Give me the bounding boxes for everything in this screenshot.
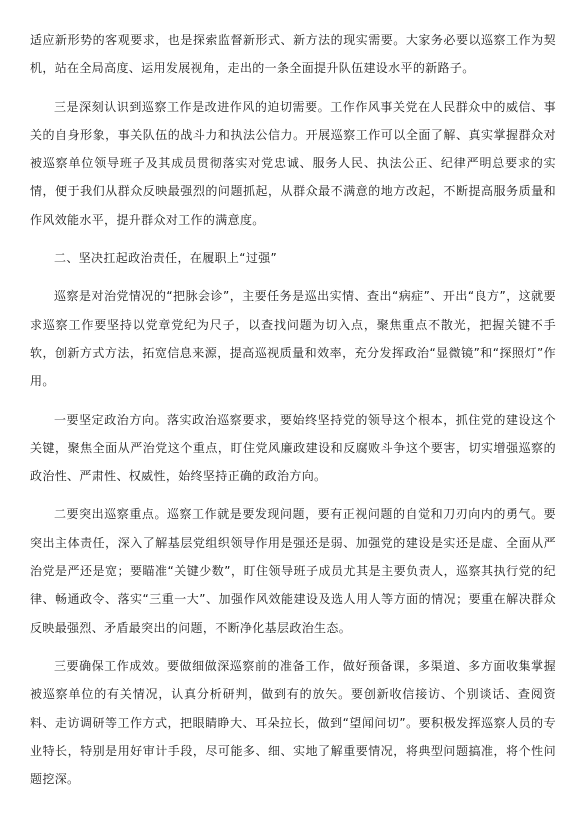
paragraph-work-effectiveness: 三要确保工作成效。要做细做深巡察前的准备工作，做好预备课，多渠道、多方面收集掌握被巡察单位的有关情况，认真分析研判，做到有的放矢。要创新收信接访、个别谈话、查阅资料、走访调研等工作方式，把眼睛睁大、耳朵拉长，做到“望闻问切”。要积极发挥巡察人员的专业特长，特别是用好审计手段，尽可能多、细、实地了解重要情况，将典型问题搞准，将个性问题挖深。: [30, 658, 556, 787]
section-heading: 二、坚决扛起政治责任，在履职上“过强”: [54, 251, 278, 266]
paragraph-continuation: 适应新形势的客观要求，也是探索监督新形式、新方法的现实需要。大家务必要以巡察工作为契机，站在全局高度、运用发展视角，走出的一条全面提升队伍建设水平的新路子。: [30, 33, 556, 76]
paragraph-inspection-overview: 巡察是对治党情况的“把脉会诊”，主要任务是巡出实情、查出“病症”、开出“良方”，这就要求巡察工作要坚持以党章党纪为尺子，以查找问题为切入点，聚焦重点不散光，把握关键不手软，创新方式方法，拓宽信息来源，提高巡视质量和效率，充分发挥政治“显微镜”和“探照灯”作用。: [30, 289, 556, 389]
paragraph-political-direction: 一要坚定政治方向。落实政治巡察要求，要始终坚持党的领导这个根本，抓住党的建设这个关键，聚焦全面从严治党这个重点，盯住党风廉政建设和反腐败斗争这个要害，切实增强巡察的政治性、严肃性、权威性，始终坚持正确的政治方向。: [30, 412, 556, 484]
paragraph-inspection-focus: 二要突出巡察重点。巡察工作就是要发现问题，要有正视问题的自觉和刀刃向内的勇气。要突出主体责任，深入了解基层党组织领导作用是强还是弱、加强党的建设是实还是虚、全面从严治党是严还是宽；要瞄准“关键少数”，盯住领导班子成员尤其是主要负责人，巡察其执行党的纪律、畅通政令、落实“三重一大”、加强作风效能建设及选人用人等方面的情况；要重在解决群众反映最强烈、矛盾最突出的问题，不断净化基层政治生态。: [30, 507, 556, 635]
paragraph-work-style: 三是深刻认识到巡察工作是改进作风的迫切需要。工作作风事关党在人民群众中的威信、事关的自身形象，事关队伍的战斗力和执法公信力。开展巡察工作可以全面了解、真实掌握群众对被巡察单位领导班子及其成员贯彻落实对党忠诚、服务人民、执法公正、纪律严明总要求的实情，便于我们从群众反映最强烈的问题抓起，从群众最不满意的地方改起，不断提高服务质量和作风效能水平，提升群众对工作的满意度。: [30, 99, 556, 227]
